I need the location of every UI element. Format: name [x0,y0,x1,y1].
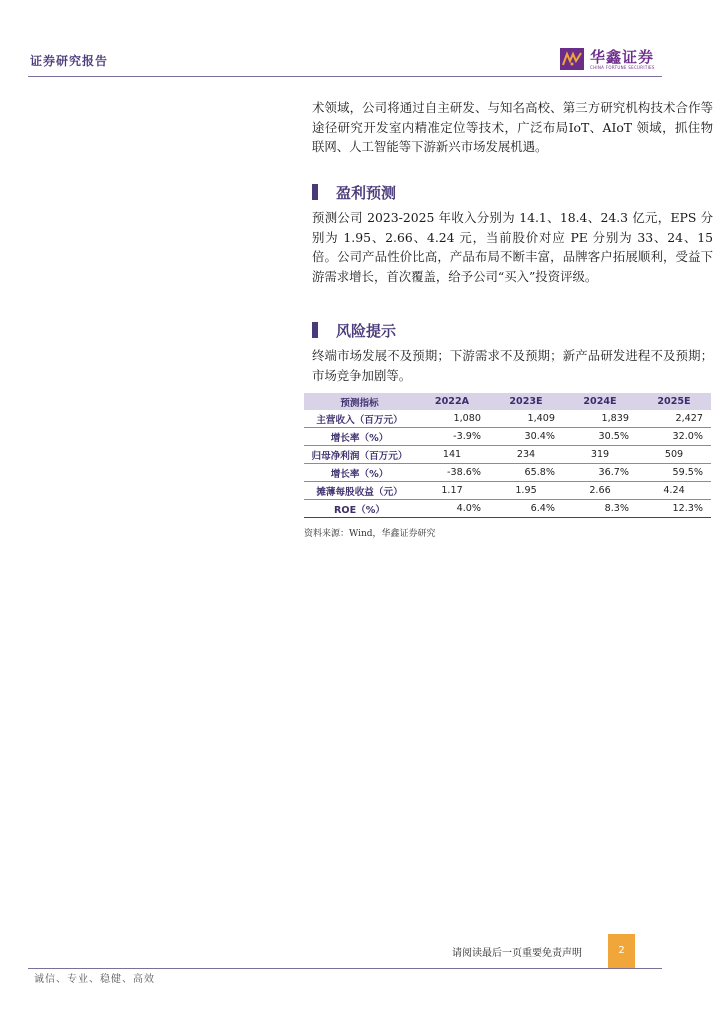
footer-motto: 诚信、专业、稳健、高效 [34,974,155,985]
row-label: 主营收入（百万元） [304,410,415,428]
table-header-cell: 2023E [489,393,563,410]
row-label: 摊薄每股收益（元） [304,482,415,500]
table-cell: 1,839 [563,410,637,428]
row-label: 归母净利润（百万元） [304,446,415,464]
table-cell: -3.9% [415,428,489,446]
table-source-note: 资料来源：Wind，华鑫证券研究 [304,529,436,539]
profit-paragraph: 预测公司 2023-2025 年收入分别为 14.1、18.4、24.3 亿元，EPS 分别为 1.95、2.66、4.24 元，当前股价对应 PE 分别为 33、24、15 倍。公司产品性价比高，产品布局不断丰富，品牌客户拓展顺利，受益下游需求增长，首次覆盖，给予公司“买入”投资评级。 [312,210,713,284]
table-row [304,446,711,464]
table-row [304,428,711,446]
table-cell: 8.3% [563,500,637,518]
table-cell: 2,427 [637,410,711,428]
table-header-row [304,393,711,410]
forecast-table [304,393,711,518]
table-cell: 319 [563,446,637,464]
table-cell: 30.4% [489,428,563,446]
table-cell: -38.6% [415,464,489,482]
section-profit-title: 盈利预测 [336,184,397,202]
row-label: 增长率（%） [304,428,415,446]
table-cell: 1,080 [415,410,489,428]
table-cell: 1,409 [489,410,563,428]
logo-name: 华鑫证券 [590,48,655,66]
page-number: 2 [608,934,635,968]
intro-block [312,98,713,157]
section-marker-icon [312,322,318,338]
logo-mark-icon [560,48,584,70]
risk-paragraph: 终端市场发展不及预期；下游需求不及预期；新产品研发进程不及预期；市场竞争加剧等。 [312,348,713,383]
table-cell: 234 [489,446,563,464]
table-row [304,410,711,428]
logo-subtitle: CHINA FORTUNE SECURITIES [590,65,655,70]
header-rule [28,76,662,77]
company-logo [560,46,670,74]
section-marker-icon [312,184,318,200]
disclaimer-link[interactable]: 请阅读最后一页重要免责声明 [452,948,582,959]
table-header-cell: 2025E [637,393,711,410]
report-header-label: 证券研究报告 [30,54,109,68]
risk-block [312,346,713,385]
intro-paragraph: 术领域，公司将通过自主研发、与知名高校、第三方研究机构技术合作等途径研究开发室内精准定位等技术，广泛布局IoT、AIoT 领域，抓住物联网、人工智能等下游新兴市场发展机遇。 [312,100,713,154]
table-cell: 1.17 [415,482,489,500]
row-label: 增长率（%） [304,464,415,482]
table-cell: 12.3% [637,500,711,518]
table-cell: 59.5% [637,464,711,482]
table-header-cell: 预测指标 [304,393,415,410]
table-cell: 2.66 [563,482,637,500]
table-cell: 141 [415,446,489,464]
row-label: ROE（%） [304,500,415,518]
table-cell: 32.0% [637,428,711,446]
table-cell: 4.24 [637,482,711,500]
table-header-cell: 2024E [563,393,637,410]
table-cell: 65.8% [489,464,563,482]
table-row [304,464,711,482]
table-cell: 36.7% [563,464,637,482]
table-cell: 30.5% [563,428,637,446]
table-row [304,482,711,500]
table-cell: 1.95 [489,482,563,500]
table-cell: 6.4% [489,500,563,518]
table-row [304,500,711,518]
table-header-cell: 2022A [415,393,489,410]
table-cell: 509 [637,446,711,464]
table-cell: 4.0% [415,500,489,518]
section-risk-title: 风险提示 [336,322,397,340]
profit-block [312,208,713,286]
footer-rule [28,968,662,969]
